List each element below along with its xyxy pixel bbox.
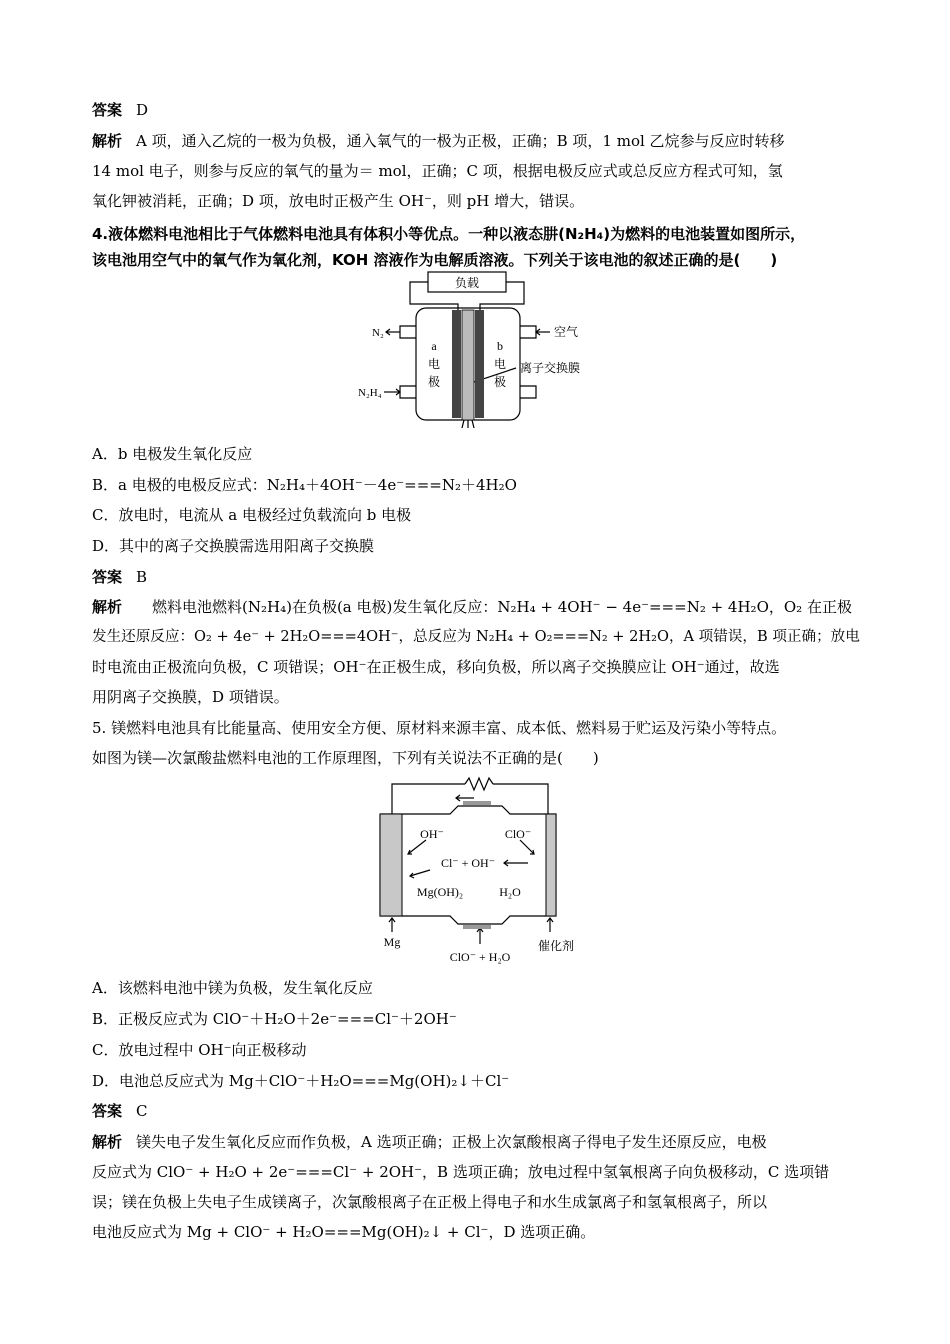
oh-label: OH⁻ (420, 827, 444, 841)
answer-label: 答案 (92, 568, 123, 586)
air-label: 空气 (554, 325, 579, 339)
q4-stem-line-2: 该电池用空气中的氧气作为氧化剂，KOH 溶液作为电解质溶液。下列关于该电池的叙述正确的是( ) (92, 251, 778, 269)
q4-option-a: A．b 电极发生氧化反应 (92, 445, 253, 463)
mg-label: Mg (383, 935, 401, 949)
h2o-label: H₂O (499, 885, 521, 899)
electrode-a-label: a (431, 339, 437, 353)
q3-analysis-line-1 (92, 131, 785, 151)
electrode-a-label: 电 (427, 357, 441, 371)
analysis-text: 燃料电池燃料(N₂H₄)在负极(a 电极)发生氧化反应：N₂H₄ + 4OH⁻ − 4e⁻===N₂ + 4H₂O，O₂ 在正极 (152, 598, 852, 616)
answer-label: 答案 (92, 101, 123, 119)
q5-analysis-line-1 (92, 1132, 767, 1152)
q5-option-d: D．电池总反应式为 Mg＋ClO⁻＋H₂O===Mg(OH)₂↓＋Cl⁻ (92, 1072, 510, 1090)
q3-analysis-line-3: 氧化钾被消耗，正确；D 项，放电时正极产生 OH⁻，则 pH 增大，错误。 (92, 192, 585, 210)
mg-electrode (380, 814, 402, 916)
q5-analysis-line-2: 反应式为 ClO⁻ + H₂O + 2e⁻===Cl⁻ + 2OH⁻，B 选项正确；放电过程中氢氧根离子向负极移动，C 选项错 (92, 1163, 830, 1181)
answer-value: B (136, 568, 148, 586)
bottom-plate (463, 925, 491, 929)
analysis-label: 解析 (92, 598, 123, 616)
top-plate (463, 801, 491, 805)
clo-label: ClO⁻ (504, 827, 532, 841)
q4-analysis-line-4: 用阴离子交换膜，D 项错误。 (92, 688, 289, 706)
n2h4-label: N₂H₄ (358, 387, 382, 399)
q5-option-c: C．放电过程中 OH⁻向正极移动 (92, 1041, 307, 1059)
answer-label: 答案 (92, 1102, 123, 1120)
q4-stem-line-1: 4.液体燃料电池相比于气体燃料电池具有体积小等优点。一种以液态肼(N₂H₄)为燃料的电池装置如图所示， (92, 225, 806, 243)
q5-stem-line-1: 5. 镁燃料电池具有比能量高、使用安全方便、原材料来源丰富、成本低、燃料易于贮运及污染小等特点。 (92, 719, 787, 737)
load-label: 负载 (454, 276, 480, 290)
analysis-label: 解析 (92, 1133, 123, 1151)
q4-analysis-line-3: 时电流由正极流向负极，C 项错误；OH⁻在正极生成，移向负极，所以离子交换膜应让 OH⁻通过，故选 (92, 658, 780, 676)
electrode-a-label: 极 (427, 375, 441, 389)
inlet-label: ClO⁻ + H₂O (449, 950, 511, 964)
electrode-b-label: b (497, 339, 503, 353)
q5-stem-line-2: 如图为镁—次氯酸盐燃料电池的工作原理图，下列有关说法不正确的是( ) (92, 749, 599, 767)
q4-fuel-cell-figure (340, 268, 620, 433)
membrane-label: 离子交换膜 (520, 361, 581, 375)
electrode-b-label: 电 (493, 357, 507, 371)
middle-label: Cl⁻ + OH⁻ (440, 856, 496, 870)
analysis-text: A 项，通入乙烷的一极为负极，通入氧气的一极为正极，正确；B 项，1 mol 乙烷参与反应时转移 (136, 132, 785, 150)
q3-analysis-line-2: 14 mol 电子，则参与反应的氧气的量为＝ mol，正确；C 项，根据电极反应式或总反应方程式可知，氢 (92, 162, 783, 180)
analysis-text: 镁失电子发生氧化反应而作负极，A 选项正确；正极上次氯酸根离子得电子发生还原反应，电极 (136, 1133, 767, 1151)
ion-exchange-membrane (462, 310, 474, 420)
electrode-b (475, 310, 484, 418)
electrode-b-label: 极 (493, 375, 507, 389)
q4-option-d: D．其中的离子交换膜需选用阳离子交换膜 (92, 537, 375, 555)
q5-option-b: B．正极反应式为 ClO⁻＋H₂O＋2e⁻===Cl⁻＋2OH⁻ (92, 1010, 457, 1028)
q5-answer-line (92, 1101, 148, 1121)
q4-analysis-line-1 (92, 597, 852, 617)
q3-answer-line (92, 100, 148, 120)
q5-analysis-line-3: 误；镁在负极上失电子生成镁离子，次氯酸根离子在正极上得电子和水生成氯离子和氢氧根离子，所以 (92, 1193, 768, 1211)
electrode-a (452, 310, 461, 418)
q4-answer-line (92, 567, 147, 587)
q5-option-a: A．该燃料电池中镁为负极，发生氧化反应 (92, 979, 373, 997)
q5-analysis-line-4: 电池反应式为 Mg + ClO⁻ + H₂O===Mg(OH)₂↓ + Cl⁻，D 选项正确。 (92, 1223, 596, 1241)
catalyst-label: 催化剂 (537, 939, 575, 953)
q4-analysis-line-2: 发生还原反应：O₂ + 4e⁻ + 2H₂O===4OH⁻，总反应为 N₂H₄ + O₂===N₂ + 2H₂O，A 项错误，B 项正确；放电 (92, 628, 860, 645)
answer-value: D (136, 101, 149, 119)
mgoh2-label: Mg(OH)₂ (416, 885, 464, 899)
analysis-label: 解析 (92, 132, 123, 150)
q5-mg-cell-figure (370, 772, 590, 968)
catalyst-electrode (546, 814, 556, 916)
answer-value: C (136, 1102, 148, 1120)
q4-option-b: B．a 电极的电极反应式：N₂H₄＋4OH⁻－4e⁻===N₂＋4H₂O (92, 476, 517, 494)
n2-label: N₂ (372, 327, 384, 339)
q4-option-c: C．放电时，电流从 a 电极经过负载流向 b 电极 (92, 506, 412, 524)
